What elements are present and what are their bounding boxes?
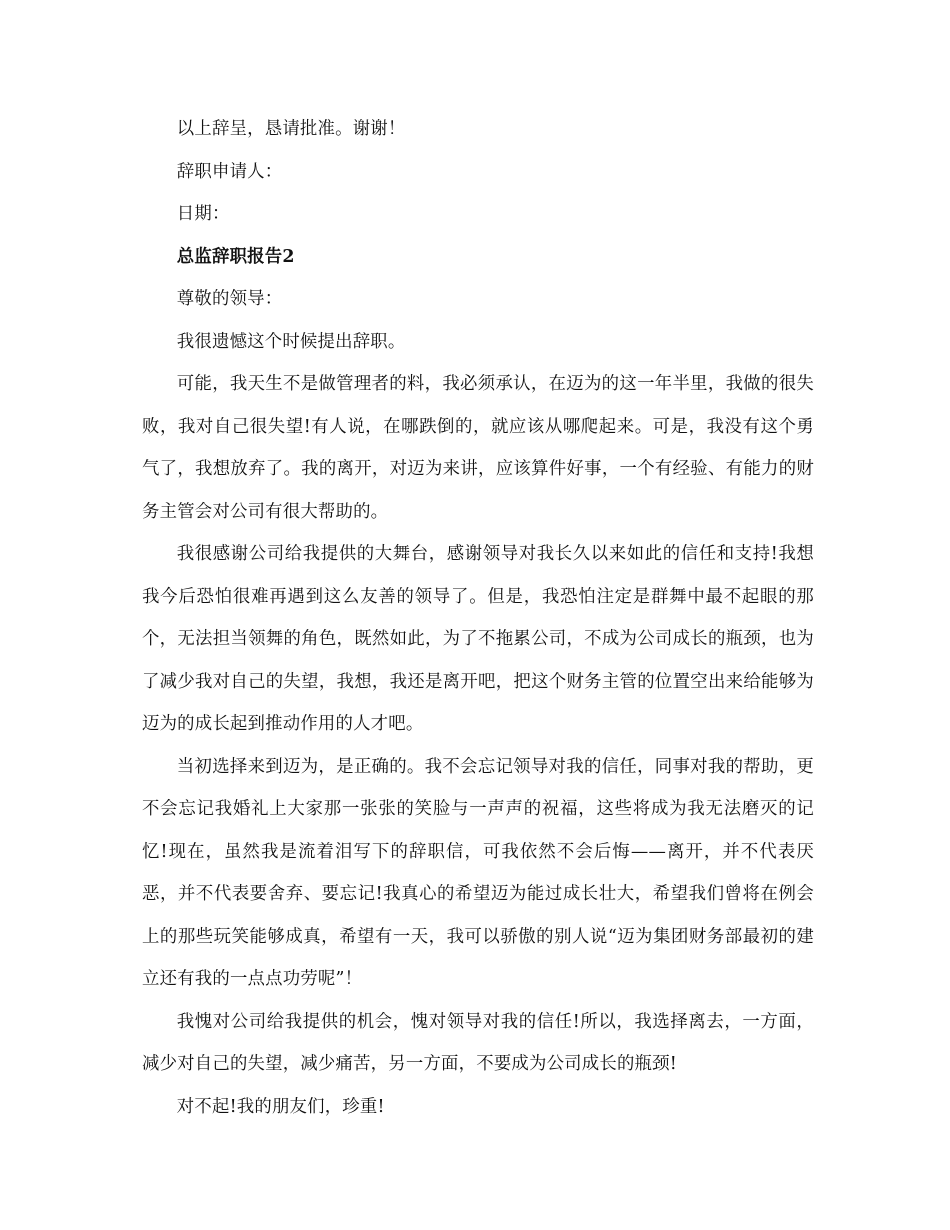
body-paragraph: 我愧对公司给我提供的机会，愧对领导对我的信任!所以，我选择离去，一方面，减少对自己的失望，减少痛苦，另一方面，不要成为公司成长的瓶颈! [142,1011,814,1074]
farewell-line: 对不起!我的朋友们，珍重! [176,1096,385,1117]
salutation: 尊敬的领导： [176,289,283,309]
body-paragraph: 可能，我天生不是做管理者的料，我必须承认，在迈为的这一年半里，我做的很失败，我对自己很失望!有人说，在哪跌倒的，就应该从哪爬起来。可是，我没有这个勇气了，我想放弃了。我的离开，对迈为来讲，应该算件好事，一个有经验、有能力的财务主管会对公司有很大帮助的。 [142,374,814,522]
document-body [142,108,814,1128]
section-heading: 总监辞职报告2 [176,246,295,267]
body-paragraph: 我很感谢公司给我提供的大舞台，感谢领导对我长久以来如此的信任和支持!我想我今后恐怕很难再遇到这么友善的领导了。但是，我恐怕注定是群舞中最不起眼的那个，无法担当领舞的角色，既然如此，为了不拖累公司，不成为公司成长的瓶颈，也为了减少我对自己的失望，我想，我还是离开吧，把这个财务主管的位置空出来给能够为迈为的成长起到推动作用的人才吧。 [142,544,814,734]
closing-line: 以上辞呈，恳请批准。谢谢！ [176,119,406,139]
body-paragraph: 我很遗憾这个时候提出辞职。 [176,331,406,352]
date-line: 日期： [176,204,230,224]
applicant-line: 辞职申请人： [176,161,283,182]
body-paragraph: 当初选择来到迈为，是正确的。我不会忘记领导对我的信任，同事对我的帮助，更不会忘记我婚礼上大家那一张张的笑脸与一声声的祝福，这些将成为我无法磨灭的记忆!现在，虽然我是流着泪写下的辞职信，可我依然不会后悔——离开，并不代表厌恶，并不代表要舍弃、要忘记!我真心的希望迈为能过成长壮大，希望我们曾将在例会上的那些玩笑能够成真，希望有一天，我可以骄傲的别人说“迈为集团财务部最初的建立还有我的一点点功劳呢”！ [142,756,814,989]
